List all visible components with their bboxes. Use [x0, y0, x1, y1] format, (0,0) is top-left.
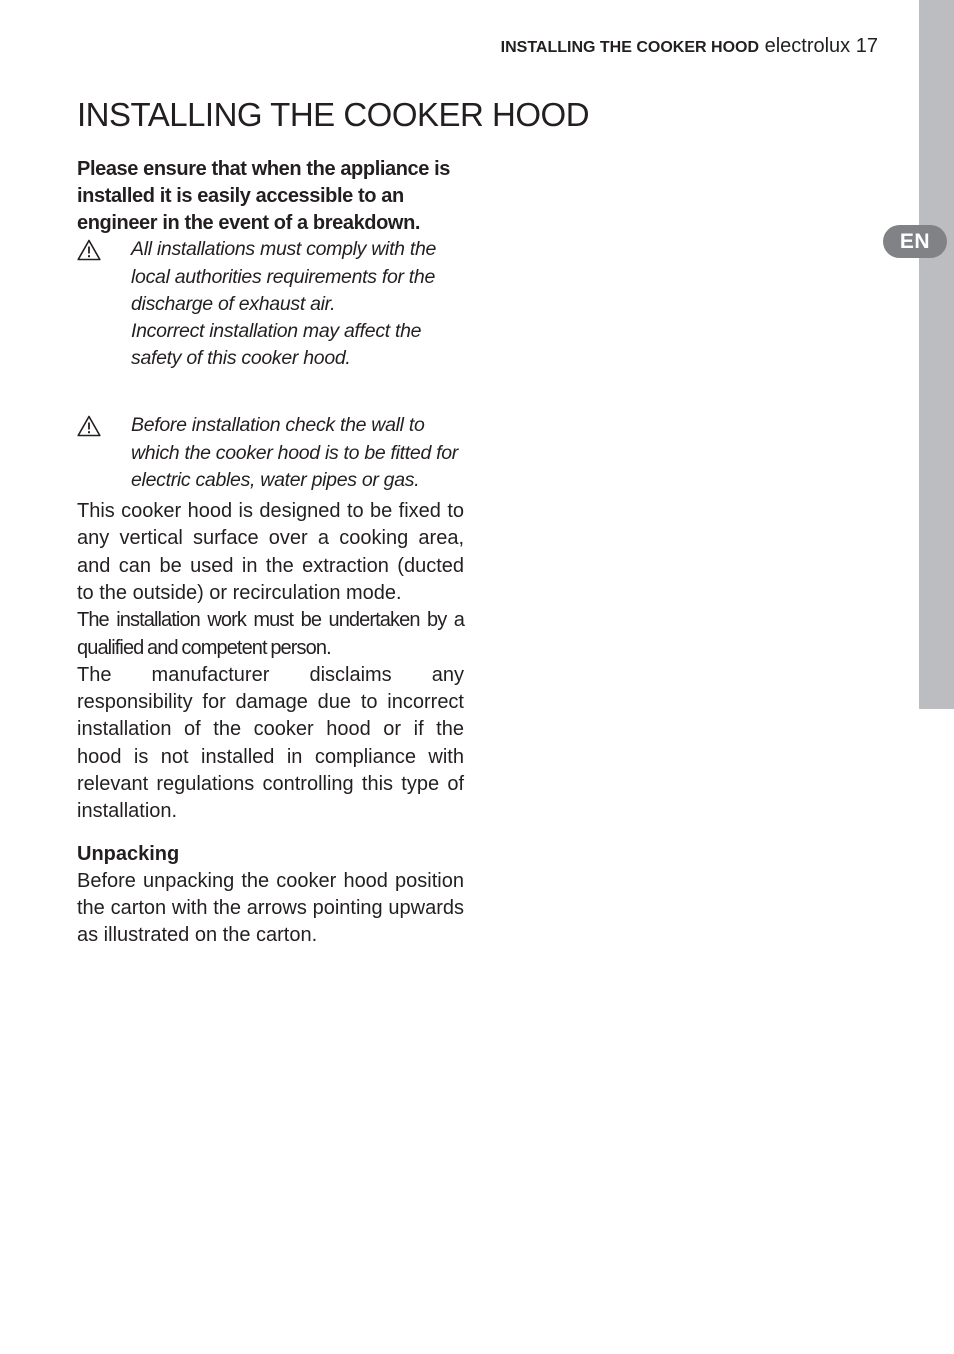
running-header-section: INSTALLING THE COOKER HOOD	[500, 39, 760, 56]
side-color-strip	[919, 0, 954, 709]
warning-block-1	[77, 236, 464, 372]
running-header	[501, 33, 878, 61]
warning-triangle-icon	[77, 239, 101, 261]
warning-block-2	[77, 412, 464, 494]
body-paragraph: The installation work must be undertaken by a qualified and competent person.	[77, 609, 464, 659]
content-column	[77, 156, 464, 949]
lead-paragraph: Please ensure that when the appliance is installed it is easily accessible to an engineer in the event of a breakdown.	[77, 158, 451, 234]
warning-text: Incorrect installation may affect the safety of this cooker hood.	[131, 320, 422, 370]
warning-triangle-icon	[77, 415, 101, 437]
unpacking-paragraph: Before unpacking the cooker hood position the carton with the arrows pointing upwards as illustrated on the carton.	[77, 869, 464, 947]
unpacking-heading: Unpacking	[77, 842, 180, 865]
page-title: INSTALLING THE COOKER HOOD	[77, 96, 590, 133]
body-paragraph: The manufacturer disclaims any responsibility for damage due to incorrect installation of the cooker hood or if the hood is not installed in compliance with relevant regulations controlling this type of installation.	[77, 663, 464, 823]
page-number: 17	[855, 35, 878, 57]
language-tab: EN	[883, 225, 947, 258]
warning-text: All installations must comply with the local authorities requirements for the discharge of exhaust air.	[131, 238, 437, 315]
brand-name: electrolux	[764, 35, 851, 57]
warning-text: Before installation check the wall to which the cooker hood is to be fitted for electric cables, water pipes or gas.	[131, 414, 458, 491]
body-paragraph: This cooker hood is designed to be fixed to any vertical surface over a cooking area, and can be used in the extraction (ducted to the outside) or recirculation mode.	[77, 500, 464, 604]
